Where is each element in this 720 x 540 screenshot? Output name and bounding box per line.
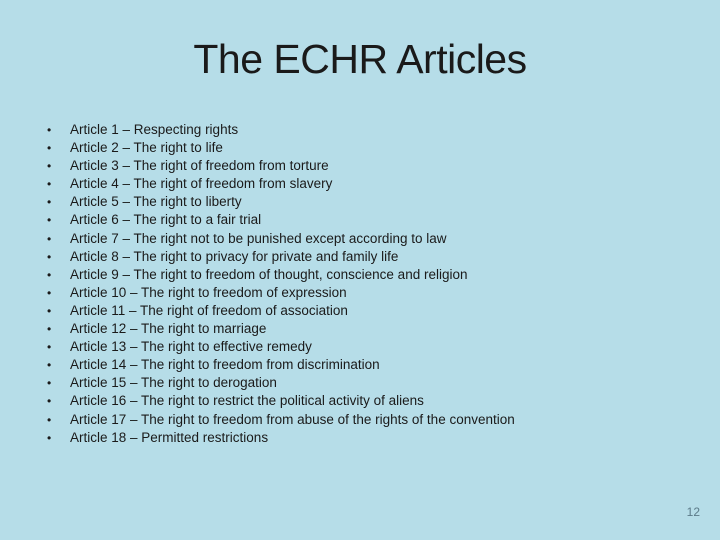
list-item xyxy=(42,302,696,320)
list-item-text: Article 12 – The right to marriage xyxy=(70,321,267,337)
bullet-icon: • xyxy=(47,322,52,337)
list-item xyxy=(42,338,696,356)
list-item-text: Article 4 – The right of freedom from slavery xyxy=(70,176,333,192)
list-item-text: Article 14 – The right to freedom from discrimination xyxy=(70,357,380,373)
list-item xyxy=(42,157,696,175)
list-item-text: Article 7 – The right not to be punished except according to law xyxy=(70,230,447,246)
list-item-text: Article 13 – The right to effective remedy xyxy=(70,339,312,355)
bullet-icon: • xyxy=(47,159,52,174)
page-number: 12 xyxy=(686,505,700,519)
bullet-icon: • xyxy=(47,267,52,282)
bullet-icon: • xyxy=(47,213,52,228)
list-item-text: Article 16 – The right to restrict the political activity of aliens xyxy=(70,393,424,409)
list-item xyxy=(42,284,696,302)
list-item xyxy=(42,230,696,248)
bullet-icon: • xyxy=(47,340,52,355)
list-item xyxy=(42,193,696,211)
bullet-icon: • xyxy=(47,430,52,445)
bullet-icon: • xyxy=(47,376,52,391)
list-item-text: Article 8 – The right to privacy for private and family life xyxy=(70,248,399,264)
list-item xyxy=(42,211,696,229)
bullet-icon: • xyxy=(47,249,52,264)
bullet-icon: • xyxy=(47,303,52,318)
bullet-icon: • xyxy=(47,231,52,246)
list-item xyxy=(42,429,696,447)
list-item xyxy=(42,175,696,193)
list-item xyxy=(42,374,696,392)
list-item-text: Article 15 – The right to derogation xyxy=(70,375,277,391)
list-item xyxy=(42,320,696,338)
list-item xyxy=(42,121,696,139)
bullet-icon: • xyxy=(47,141,52,156)
page-title: The ECHR Articles xyxy=(193,36,527,82)
list-item-text: Article 2 – The right to life xyxy=(70,140,223,156)
articles-list xyxy=(42,121,696,447)
list-item-text: Article 10 – The right to freedom of expression xyxy=(70,284,347,300)
list-item xyxy=(42,248,696,266)
list-item xyxy=(42,266,696,284)
list-item xyxy=(42,411,696,429)
bullet-icon: • xyxy=(47,412,52,427)
bullet-icon: • xyxy=(47,195,52,210)
bullet-icon: • xyxy=(47,177,52,192)
list-item-text: Article 1 – Respecting rights xyxy=(70,122,239,137)
bullet-icon: • xyxy=(47,394,52,409)
list-item-text: Article 9 – The right to freedom of thought, conscience and religion xyxy=(70,266,468,282)
bullet-icon: • xyxy=(47,123,52,137)
list-item-text: Article 5 – The right to liberty xyxy=(70,194,242,210)
list-item-text: Article 17 – The right to freedom from abuse of the rights of the convention xyxy=(70,411,515,427)
list-item-text: Article 3 – The right of freedom from torture xyxy=(70,158,329,174)
list-item-text: Article 6 – The right to a fair trial xyxy=(70,212,262,228)
list-item-text: Article 11 – The right of freedom of association xyxy=(70,302,348,318)
bullet-icon: • xyxy=(47,358,52,373)
bullet-icon: • xyxy=(47,285,52,300)
list-item xyxy=(42,356,696,374)
list-item-text: Article 18 – Permitted restrictions xyxy=(70,429,269,445)
list-item xyxy=(42,139,696,157)
list-item xyxy=(42,392,696,410)
